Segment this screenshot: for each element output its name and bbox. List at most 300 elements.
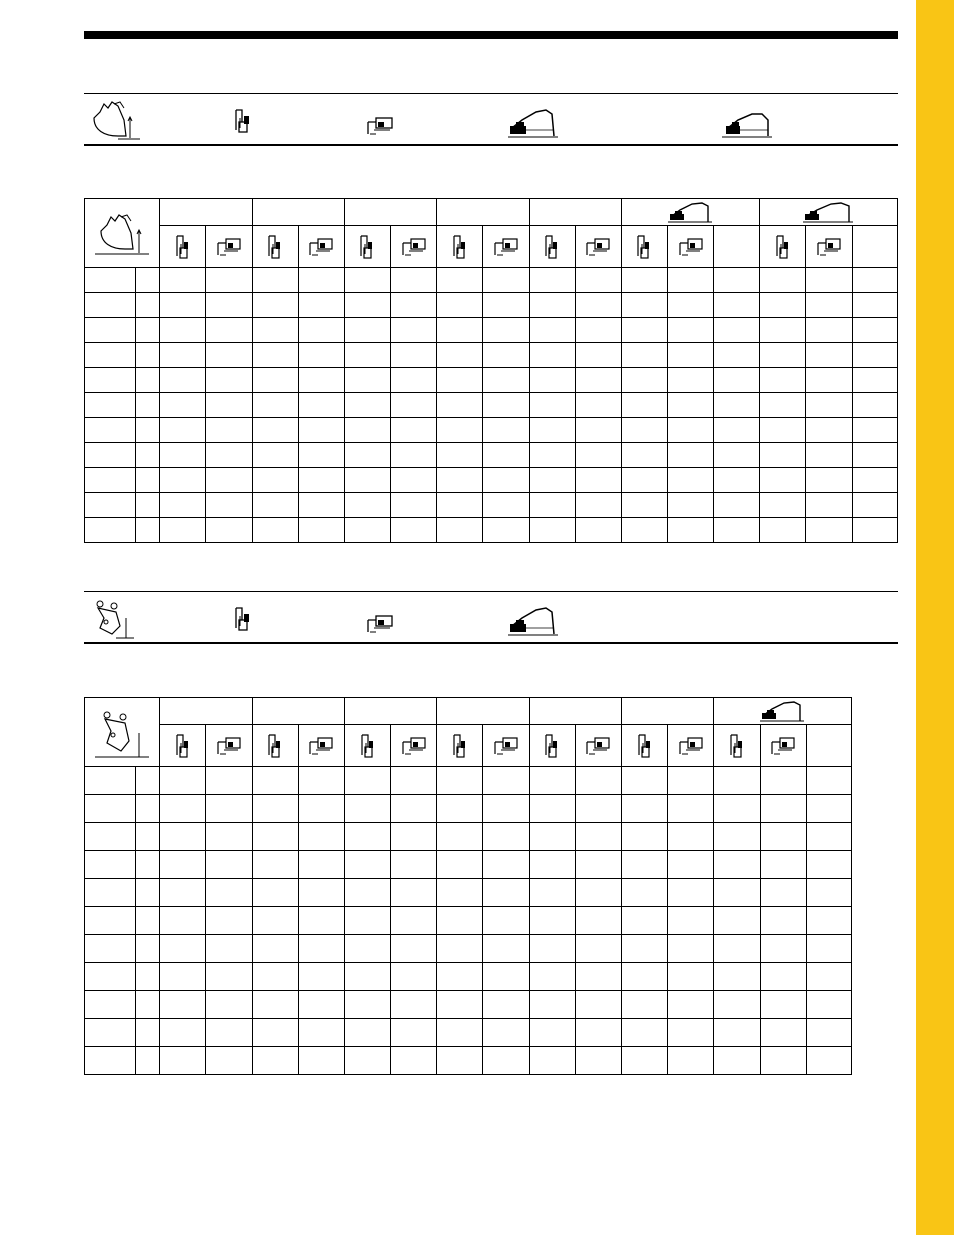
capacity-cell [483,879,529,907]
capacity-cell [252,935,298,963]
unit-cell [136,991,160,1019]
capacity-cell [160,963,206,991]
capacity-cell [575,318,621,343]
over-front-load-icon [543,733,561,759]
capacity-cell [160,991,206,1019]
capacity-cell [575,418,621,443]
capacity-cell [437,418,483,443]
capacity-cell [621,293,667,318]
capacity-cell [529,393,575,418]
capacity-cell [206,468,252,493]
over-side-header [760,725,806,767]
capacity-cell [621,393,667,418]
capacity-cell [575,851,621,879]
capacity-cell [160,368,206,393]
bucket-lift-height-icon [88,98,140,142]
radius-group-5 [529,698,621,725]
load-point-height-cell [85,1047,136,1075]
capacity-cell [252,1047,298,1075]
capacity-cell [621,493,667,518]
capacity-cell [344,268,390,293]
capacity-cell [621,268,667,293]
bucket-lift-height-icon [95,209,149,257]
capacity-cell [160,393,206,418]
capacity-cell [667,318,713,343]
capacity-cell [437,393,483,418]
unit-cell [136,318,160,343]
capacity-cell [344,368,390,393]
over-side-header [206,725,252,767]
table-body [85,268,898,543]
capacity-cell [252,851,298,879]
capacity-cell [806,468,852,493]
capacity-cell [529,443,575,468]
over-front-load-icon [174,733,192,759]
quick-coupler-lift-height-icon [95,705,149,759]
capacity-cell [298,851,344,879]
capacity-cell [160,443,206,468]
capacity-cell [252,795,298,823]
capacity-cell [252,518,298,543]
capacity-cell [252,991,298,1019]
capacity-cell [160,823,206,851]
over-front-load-icon [728,733,746,759]
over-side-load-icon [364,114,396,138]
capacity-cell [667,493,713,518]
unit-cell [136,343,160,368]
capacity-cell [298,293,344,318]
unit-cell [136,879,160,907]
capacity-cell [760,795,806,823]
over-side-header [483,226,529,268]
capacity-cell [206,851,252,879]
capacity-cell [437,851,483,879]
capacity-cell [760,268,806,293]
over-side-header [575,226,621,268]
load-point-height-cell [85,907,136,935]
capacity-cell [437,493,483,518]
capacity-cell [621,1047,667,1075]
over-front-load-icon [232,108,254,134]
load-point-height-cell [85,795,136,823]
capacity-cell [391,907,437,935]
over-front-load-icon [636,733,654,759]
capacity-cell [760,468,806,493]
capacity-cell [437,767,483,795]
capacity-cell [806,767,851,795]
table-row [85,343,898,368]
capacity-cell [437,368,483,393]
top-rule [84,31,898,39]
capacity-cell [252,879,298,907]
excavator-stick-reach-icon [722,108,774,140]
capacity-cell [483,1019,529,1047]
over-front-load-icon [774,234,792,260]
capacity-cell [483,293,529,318]
over-front-header [252,725,298,767]
capacity-cell [483,418,529,443]
over-front-header [714,725,760,767]
load-point-height-cell [85,268,136,293]
capacity-cell [391,823,437,851]
over-side-load-icon [400,236,428,258]
over-front-header [621,725,667,767]
capacity-cell [391,268,437,293]
capacity-cell [667,268,713,293]
excavator-reach-icon [508,106,560,140]
load-point-height-cell [85,823,136,851]
capacity-cell [621,518,667,543]
capacity-cell [483,935,529,963]
unit-cell [136,443,160,468]
capacity-cell [714,368,760,393]
capacity-cell [760,343,806,368]
capacity-cell [298,823,344,851]
capacity-cell [575,991,621,1019]
lift-capacity-table-quick-coupler [84,697,852,1075]
capacity-cell [667,393,713,418]
capacity-cell [760,767,806,795]
capacity-cell [206,518,252,543]
capacity-cell [529,468,575,493]
capacity-cell [252,343,298,368]
over-side-header [298,725,344,767]
capacity-cell [575,823,621,851]
capacity-cell [667,368,713,393]
capacity-cell [760,393,806,418]
load-point-height-cell [85,293,136,318]
capacity-cell [160,468,206,493]
over-side-load-icon [215,735,243,757]
capacity-cell [806,518,852,543]
capacity-cell [206,935,252,963]
table-row [85,879,852,907]
table-subheader-row [85,226,898,268]
capacity-cell [529,418,575,443]
excavator-stick-reach-icon [803,200,855,224]
capacity-cell [437,443,483,468]
capacity-cell [852,443,897,468]
capacity-cell [391,443,437,468]
over-front-load-icon [451,234,469,260]
capacity-cell [160,907,206,935]
over-front-header [437,725,483,767]
capacity-cell [575,468,621,493]
capacity-cell [437,823,483,851]
over-side-load-icon [492,236,520,258]
capacity-cell [621,935,667,963]
capacity-cell [668,795,714,823]
capacity-cell [760,879,806,907]
over-side-load-icon [584,735,612,757]
over-side-header [206,226,252,268]
capacity-cell [160,343,206,368]
unit-cell [136,851,160,879]
over-front-header [160,725,206,767]
over-side-header [806,226,852,268]
capacity-cell [668,1047,714,1075]
capacity-cell [852,293,897,318]
capacity-cell [714,823,760,851]
capacity-cell [298,991,344,1019]
capacity-cell [806,1019,851,1047]
capacity-cell [575,1019,621,1047]
capacity-cell [344,318,390,343]
table-row [85,767,852,795]
capacity-cell [714,418,760,443]
over-front-load-icon [451,733,469,759]
load-point-height-cell [85,368,136,393]
over-side-load-icon [815,236,843,258]
capacity-cell [298,907,344,935]
capacity-cell [252,318,298,343]
capacity-cell [483,795,529,823]
capacity-cell [621,907,667,935]
capacity-cell [621,343,667,368]
over-front-load-icon [266,733,284,759]
capacity-cell [714,343,760,368]
capacity-cell [437,991,483,1019]
capacity-cell [160,851,206,879]
capacity-cell [437,293,483,318]
capacity-cell [760,318,806,343]
load-point-height-cell [85,343,136,368]
capacity-cell [206,293,252,318]
excavator-reach-icon [760,699,806,723]
capacity-cell [391,493,437,518]
load-point-height-cell [85,493,136,518]
radius-group-2 [252,199,344,226]
over-front-load-icon [359,733,377,759]
load-point-height-cell [85,767,136,795]
capacity-cell [575,368,621,393]
capacity-cell [714,268,760,293]
capacity-cell [206,767,252,795]
table-subheader-row [85,725,852,767]
capacity-cell [298,879,344,907]
over-front-load-icon [635,234,653,260]
capacity-cell [714,851,760,879]
unit-cell [136,767,160,795]
capacity-cell [806,1047,851,1075]
over-side-load-icon [215,236,243,258]
unit-cell [136,518,160,543]
unit-cell [136,1019,160,1047]
max-reach-header [852,226,897,268]
capacity-cell [206,963,252,991]
capacity-cell [714,963,760,991]
capacity-cell [575,343,621,368]
capacity-cell [852,318,897,343]
capacity-cell [760,851,806,879]
radius-group-6 [621,199,760,226]
capacity-cell [529,907,575,935]
capacity-cell [344,443,390,468]
capacity-cell [298,795,344,823]
capacity-cell [575,518,621,543]
capacity-cell [529,518,575,543]
capacity-cell [391,318,437,343]
capacity-cell [206,879,252,907]
capacity-cell [437,268,483,293]
load-point-height-cell [85,991,136,1019]
load-point-height-cell [85,418,136,443]
capacity-cell [760,1047,806,1075]
capacity-cell [391,935,437,963]
over-front-header [437,226,483,268]
capacity-cell [852,418,897,443]
capacity-cell [575,493,621,518]
capacity-cell [252,1019,298,1047]
capacity-cell [483,518,529,543]
capacity-cell [437,795,483,823]
capacity-cell [483,823,529,851]
capacity-cell [760,907,806,935]
capacity-cell [437,907,483,935]
capacity-cell [852,368,897,393]
capacity-cell [391,518,437,543]
capacity-cell [667,468,713,493]
capacity-cell [806,268,852,293]
capacity-cell [298,368,344,393]
capacity-cell [252,907,298,935]
capacity-cell [621,795,667,823]
capacity-cell [852,493,897,518]
capacity-cell [529,493,575,518]
capacity-cell [344,767,390,795]
radius-group-4 [437,199,529,226]
capacity-cell [714,468,760,493]
over-side-header [391,226,437,268]
unit-cell [136,1047,160,1075]
capacity-cell [252,823,298,851]
capacity-cell [160,767,206,795]
capacity-cell [298,963,344,991]
radius-group-6 [621,698,713,725]
table-row [85,963,852,991]
capacity-cell [852,343,897,368]
capacity-cell [575,879,621,907]
table-body [85,767,852,1075]
table-row [85,268,898,293]
capacity-cell [667,343,713,368]
radius-group-1 [160,199,252,226]
load-point-height-cell [85,851,136,879]
over-side-load-icon [492,735,520,757]
load-point-height-cell [85,318,136,343]
over-side-header [668,725,714,767]
over-side-load-icon [364,612,396,636]
legend-bucket [84,93,898,146]
capacity-cell [621,879,667,907]
capacity-cell [252,368,298,393]
excavator-reach-icon [508,604,560,638]
capacity-cell [529,368,575,393]
capacity-cell [621,991,667,1019]
table-row [85,493,898,518]
capacity-cell [344,468,390,493]
capacity-cell [298,1047,344,1075]
capacity-cell [529,851,575,879]
unit-cell [136,268,160,293]
capacity-cell [806,795,851,823]
capacity-cell [437,518,483,543]
capacity-cell [575,907,621,935]
capacity-cell [298,518,344,543]
capacity-cell [806,879,851,907]
capacity-cell [391,368,437,393]
capacity-cell [714,935,760,963]
over-front-load-icon [358,234,376,260]
capacity-cell [714,991,760,1019]
over-side-load-icon [769,735,797,757]
capacity-cell [206,343,252,368]
capacity-cell [160,935,206,963]
over-front-load-icon [266,234,284,260]
capacity-cell [206,318,252,343]
capacity-cell [621,418,667,443]
capacity-cell [852,518,897,543]
capacity-cell [298,935,344,963]
capacity-cell [621,368,667,393]
capacity-cell [852,468,897,493]
load-point-height-cell [85,518,136,543]
capacity-cell [575,767,621,795]
capacity-cell [806,823,851,851]
capacity-cell [160,493,206,518]
load-point-height-cell [85,468,136,493]
capacity-cell [621,443,667,468]
capacity-cell [621,767,667,795]
excavator-reach-icon [668,200,714,224]
capacity-cell [668,1019,714,1047]
table-row [85,418,898,443]
capacity-cell [852,268,897,293]
capacity-cell [668,963,714,991]
unit-cell [136,493,160,518]
capacity-cell [206,443,252,468]
capacity-cell [344,1019,390,1047]
capacity-cell [760,935,806,963]
table-row [85,935,852,963]
capacity-cell [852,393,897,418]
capacity-cell [298,418,344,443]
over-side-load-icon [677,735,705,757]
capacity-cell [437,343,483,368]
lift-capacity-table-bucket [84,198,898,543]
unit-cell [136,293,160,318]
capacity-cell [206,1019,252,1047]
capacity-cell [806,343,852,368]
capacity-cell [621,851,667,879]
capacity-cell [760,368,806,393]
capacity-cell [252,418,298,443]
over-front-header [344,226,390,268]
capacity-cell [252,443,298,468]
capacity-cell [344,823,390,851]
capacity-cell [529,795,575,823]
over-side-load-icon [584,236,612,258]
capacity-cell [714,443,760,468]
capacity-cell [806,443,852,468]
capacity-cell [344,795,390,823]
capacity-cell [344,343,390,368]
radius-group-3 [344,698,436,725]
capacity-cell [206,418,252,443]
capacity-cell [529,318,575,343]
capacity-cell [714,493,760,518]
capacity-cell [252,493,298,518]
